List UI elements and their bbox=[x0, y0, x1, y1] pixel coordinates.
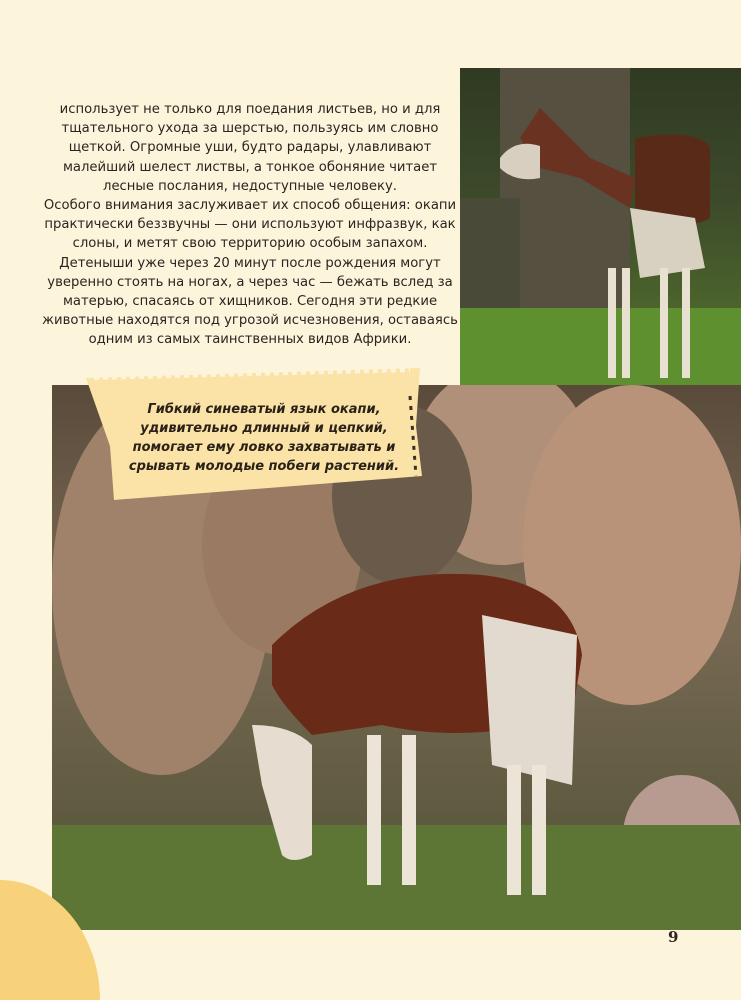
body-text bbox=[40, 100, 460, 350]
page-number: 9 bbox=[668, 928, 679, 946]
callout-text: Гибкий синеватый язык окапи, удивительно длинный и цепкий, помогает ему ловко захватывать и срывать молодые побеги растений. bbox=[128, 402, 400, 474]
body-paragraph: Особого внимания заслуживает их способ общения: окапи практически беззвучны — они используют инфразвук, как слоны, и метят свою территорию особым запахом. Детеныши уже через 20 минут после рождения могут уверенно стоять на ногах, а через час — бежать вслед за матерью, спасаясь от хищников. Сегодня эти редкие животные находятся под угрозой исчезновения, оставаясь одним из самых таинственных видов Африки. bbox=[42, 198, 458, 348]
body-paragraph: использует не только для поедания листьев, но и для тщательного ухода за шерстью, пользуясь им словно щеткой. Огромные уши, будто радары, улавливают малейший шелест листвы, а тонкое обоняние читает лесные послания, недоступные человеку. bbox=[59, 102, 441, 194]
okapi-photo-standing bbox=[460, 68, 741, 398]
callout-box bbox=[84, 366, 424, 502]
